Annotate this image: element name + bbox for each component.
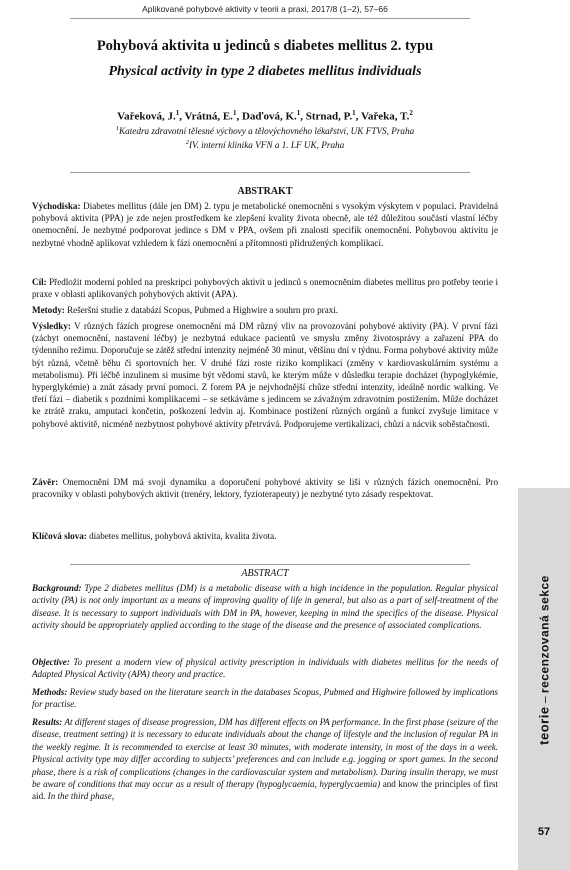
paragraph-text: V různých fázích progrese onemocnění má DM různý vliv na provozování pohybové aktivity (PA). V první fázi (záchyt onemocnění, nastavení léčby) je nezbytná edukace pacientů ve smyslu změny životosprávy a zařazení PPA do týdenního režimu. Doporučuje se zátěž střední intenzity nejméně 30 minut, většinu dní v týdnu. Forma pohybové aktivity může být různá, včetně běhu či sportovních her. V druhé fázi roste riziko komplikací (změny v kardiovaskulárním systému a metabolismu). Při léčbě inzulinem si musíme být vědomi stavů, ke kterým může v důsledku terapie docházet (hypoglykémie, hyperglykémie) a znát zásady první pomoci. Z forem PA je nejvhodnější chůze střední intenzity, ideálně nordic walking. Ve třetí fázi – diabetik s pozdními komplikacemi – se setkáváme s jedincem se závažným zdravotním postižením. Může docházet ke ztrátě zraku, amputaci končetin, poškození ledvin aj. Kombinace postižení různých orgánů a funkcí zvyšuje limitace v pohybové aktivitě, nicméně nezbytnost pohybové aktivity přetrvává. Podporujeme vertikalizaci, chůzi a nácvik soběstačnosti. bbox=[32, 321, 498, 429]
author-affiliation-mark: 1 bbox=[232, 109, 237, 117]
author-name: Vařeka, T. bbox=[360, 110, 410, 123]
paragraph-text: Review study based on the literature search in the databases Scopus, Pubmed and Highwire followed by implications for practise. bbox=[32, 687, 498, 710]
abstract-paragraph-results-cs bbox=[32, 320, 498, 430]
paragraph-label: Východiska: bbox=[32, 201, 81, 211]
sidebar-section-word: recenzovaná sekce bbox=[537, 575, 552, 694]
section-rule bbox=[70, 172, 470, 173]
author-name: Vrátná, E. bbox=[184, 110, 233, 123]
author-affiliation-mark: 1 bbox=[296, 109, 301, 117]
paragraph-label: Výsledky: bbox=[32, 321, 71, 331]
keywords-text: diabetes mellitus, pohybová aktivita, kvalita života. bbox=[86, 531, 277, 541]
author-name: Strnad, P. bbox=[305, 110, 353, 123]
paragraph-text: To present a modern view of physical activity prescription in individuals with diabetes mellitus for the needs of Adapted Physical Activity (APA) theory and practice. bbox=[32, 657, 498, 680]
keywords-cs bbox=[32, 530, 498, 542]
paragraph-text-upright: and know the principles of first aid. bbox=[32, 779, 498, 802]
abstract-paragraph-conclusion-cs bbox=[32, 476, 498, 500]
affiliation-mark: 1 bbox=[115, 125, 120, 132]
paragraph-text: Rešeršní studie z databází Scopus, Pubmed a Highwire a souhrn pro praxi. bbox=[64, 305, 339, 315]
paragraph-label: Závěr: bbox=[32, 477, 59, 487]
keywords-label: Klíčová slova: bbox=[32, 531, 87, 541]
section-rule bbox=[70, 564, 470, 565]
paragraph-text: Onemocnění DM má svoji dynamiku a doporučení pohybové aktivity se liší v různých fázích onemocnění. Pro pracovníky v oblasti pohybových aktivit (trenéry, lektory, fyzioterapeuty) je nezbytné tyto zásady respektovat. bbox=[32, 477, 498, 500]
sidebar-separator: – bbox=[537, 693, 552, 707]
paragraph-label: Objective: bbox=[32, 657, 70, 667]
paragraph-label: Methods: bbox=[32, 687, 68, 697]
affiliation bbox=[30, 139, 500, 150]
article-title-english: Physical activity in type 2 diabetes mellitus individuals bbox=[108, 64, 422, 79]
paragraph-label: Metody: bbox=[32, 305, 65, 315]
paragraph-label: Results: bbox=[32, 717, 63, 727]
sidebar-main-word: teorie bbox=[536, 706, 552, 745]
affiliation-mark: 2 bbox=[185, 139, 189, 146]
author-name: Daďová, K. bbox=[241, 110, 297, 123]
abstract-heading-english: ABSTRACT bbox=[241, 568, 289, 579]
paragraph-text: In the third phase, bbox=[45, 791, 115, 802]
paragraph-label: Background: bbox=[32, 583, 82, 593]
header-rule bbox=[70, 18, 470, 19]
paragraph-text: Type 2 diabetes mellitus (DM) is a metabolic disease with a high incidence in the population. Regular physical activity (PA) is not only important as a means of improving quality of life in general, but also as a part of self-treatment of the disease. It is necessary to support individuals with DM in PA, however, keeping in mind the specifics of the disease. Physical activity should be appropriately applied according to the stage of the disease and the presence of associated complications. bbox=[32, 583, 498, 631]
paragraph-label: Cíl: bbox=[32, 277, 47, 287]
author-list: Vařeková, J.$^1$, Vrátná, E.$^1$, Daďová, K.$^1$, Strnad, P.$^1$, Vařeka, T.$^2$ bbox=[117, 109, 413, 123]
abstract-paragraph-objective-en bbox=[32, 656, 498, 681]
affiliation bbox=[30, 125, 500, 136]
abstract-paragraph-results-en bbox=[32, 716, 498, 803]
affiliation-text: IV. interní klinika VFN a 1. LF UK, Praha bbox=[189, 140, 345, 151]
abstract-paragraph-background-cs bbox=[32, 200, 498, 249]
abstract-heading-czech: ABSTRAKT bbox=[237, 186, 293, 197]
paragraph-text: At different stages of disease progression, DM has different effects on PA performance. In the first phase (seizure of the disease, treatment setting) it is necessary to educate individuals about the change of lifestyle and the inclusion of regular PA in the weekly regime. It is recommended to exercise at least 30 minutes, with moderate intensity, in most of the days in a week. Physical activity type may differ according to subjects’ preferences and can include e.g. jogging or sport games. In the second phase, there is a risk of complications (changes in the cardiovascular system and metabolism). During insulin therapy, we must be aware of conditions that may occur as a result of therapy (hypoglycaemia, hyperglycaemia) bbox=[32, 717, 498, 790]
author-affiliation-mark: 1 bbox=[352, 109, 356, 117]
paragraph-text: Diabetes mellitus (dále jen DM) 2. typu je metabolické onemocnění s vysokým výskytem v populaci. Pravidelná pohybová aktivita (PPA) je zde nejen prostředkem ke zlepšení kvality života obecně, ale též důležitou součástí vlastní léčby onemocnění. Je nezbytné podporovat jedince s DM v PPA, ovšem při znalosti specifik onemocnění. Pohybovou aktivitu je nezbytné vhodně aplikovat vzhledem k fázi onemocnění a přítomnosti přidružených komplikací. bbox=[32, 201, 498, 248]
author-affiliation-mark: 1 bbox=[175, 109, 180, 117]
running-head: Aplikované pohybové aktivity v teorii a praxi, 2017/8 (1–2), 57–66 bbox=[142, 4, 388, 14]
page-number: 57 bbox=[537, 826, 551, 838]
section-sidebar-label bbox=[537, 575, 552, 745]
abstract-paragraph-methods-cs bbox=[32, 304, 498, 316]
affiliation-text: Katedra zdravotní tělesné výchovy a tělovýchovného lékařství, UK FTVS, Praha bbox=[119, 126, 415, 137]
abstract-paragraph-aim-cs bbox=[32, 276, 498, 300]
author-affiliation-mark: 2 bbox=[409, 109, 413, 117]
abstract-paragraph-background-en bbox=[32, 582, 498, 632]
paragraph-text: Předložit moderní pohled na preskripci pohybových aktivit u jedinců s onemocněním diabetes mellitus pro potřeby teorie i praxe v oblasti aplikovaných pohybových aktivit (APA). bbox=[32, 277, 498, 300]
article-title-czech: Pohybová aktivita u jedinců s diabetes mellitus 2. typu bbox=[96, 38, 434, 54]
abstract-paragraph-methods-en bbox=[32, 686, 498, 711]
author-name: Vařeková, J. bbox=[117, 110, 176, 123]
